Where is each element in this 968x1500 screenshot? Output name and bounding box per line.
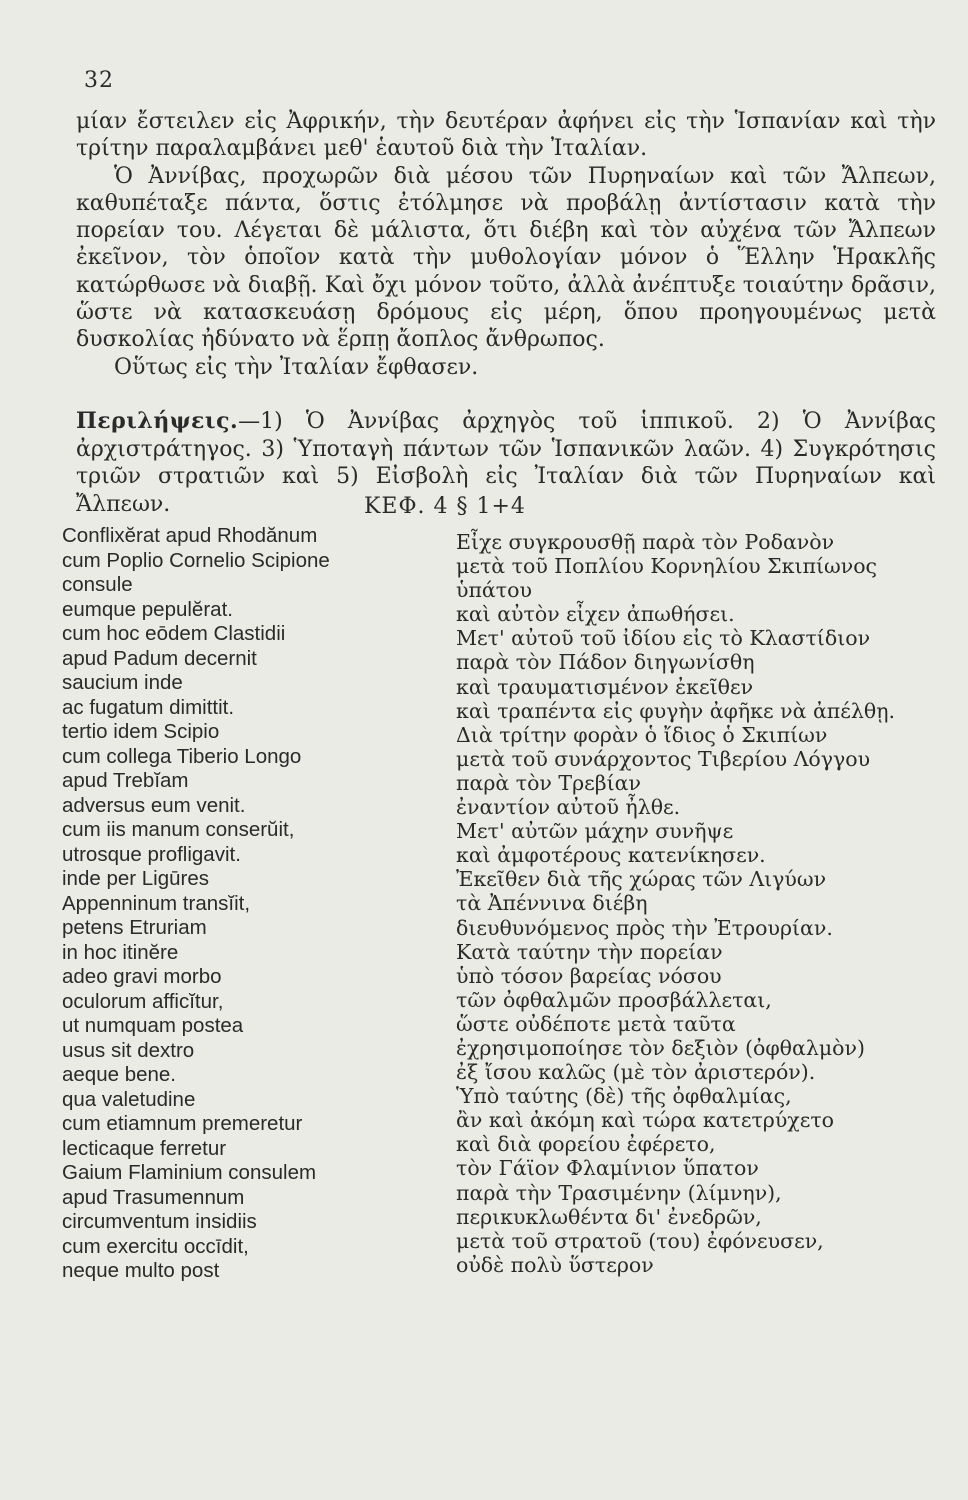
greek-line: καὶ τραπέντα εἰς φυγὴν ἀφῆκε νὰ ἀπέλθῃ. bbox=[456, 698, 896, 723]
greek-line: τὸν Γάϊον Φλαμίνιον ὕπατον bbox=[456, 1156, 759, 1181]
latin-line: petens Etruriam bbox=[62, 916, 207, 939]
latin-line: saucium inde bbox=[62, 671, 183, 694]
latin-line: utrosque profligavit. bbox=[62, 842, 241, 866]
greek-line: ἐναντίον αὐτοῦ ἦλθε. bbox=[456, 795, 681, 820]
latin-line: Appenninum transĭit, bbox=[62, 891, 251, 915]
summary-heading: Περιλήψεις. bbox=[76, 408, 239, 434]
greek-line: Ἐκεῖθεν διὰ τῆς χώρας τῶν Λιγύων bbox=[456, 867, 827, 892]
greek-line: καὶ ἀμφοτέρους κατενίκησεν. bbox=[456, 843, 766, 868]
latin-line: cum exercitu occīdit, bbox=[62, 1234, 249, 1258]
latin-line: apud Trebĭam bbox=[62, 769, 189, 792]
greek-line: Εἶχε συγκρουσθῇ παρὰ τὸν Ροδανὸν bbox=[456, 530, 835, 554]
latin-line: apud Padum decernit bbox=[62, 646, 257, 670]
latin-line: circumventum insidiis bbox=[62, 1210, 257, 1233]
latin-line: cum etiamnum premeretur bbox=[62, 1112, 303, 1135]
greek-line: παρὰ τὴν Τρασιμένην (λίμνην), bbox=[456, 1180, 782, 1205]
latin-line: inde per Ligūres bbox=[62, 867, 210, 890]
latin-line: Gaium Flaminium consulem bbox=[62, 1161, 317, 1184]
latin-line: neque multo post bbox=[62, 1259, 220, 1282]
greek-line: τῶν ὀφθαλμῶν προσβάλλεται, bbox=[456, 987, 772, 1012]
greek-line: Μετ' αὐτοῦ τοῦ ἰδίου εἰς τὸ Κλαστίδιον bbox=[456, 626, 871, 651]
latin-line: adversus eum venit. bbox=[62, 793, 246, 817]
greek-line: ὥστε οὐδέποτε μετὰ ταῦτα bbox=[456, 1011, 736, 1036]
latin-line: eumque pepulĕrat. bbox=[62, 597, 233, 621]
latin-line: cum Poplio Cornelio Scipione bbox=[62, 548, 330, 572]
greek-line: ὑπὸ τόσον βαρείας νόσου bbox=[456, 963, 722, 988]
greek-line: Ὑπὸ ταύτης (δὲ) τῆς ὀφθαλμίας, bbox=[456, 1084, 792, 1109]
greek-line: ἂν καὶ ἀκόμη καὶ τώρα κατετρύχετο bbox=[456, 1108, 835, 1133]
latin-line: apud Trasumennum bbox=[62, 1185, 245, 1209]
greek-line: παρὰ τὸν Τρεβίαν bbox=[456, 770, 641, 795]
intro-text bbox=[76, 108, 936, 381]
latin-line: ac fugatum dimittit. bbox=[62, 695, 235, 719]
greek-line: Κατὰ ταύτην τὴν πορείαν bbox=[456, 939, 723, 964]
greek-line: καὶ αὐτὸν εἶχεν ἀπωθήσει. bbox=[456, 602, 735, 627]
greek-line: τὰ Ἀπέννινα διέβη bbox=[456, 891, 648, 916]
latin-line: aeque bene. bbox=[62, 1063, 177, 1086]
greek-line: μετὰ τοῦ Ποπλίου Κορνηλίου Σκιπίωνος bbox=[456, 554, 878, 579]
intro-paragraph: Ὁ Ἀννίβας, προχωρῶν διὰ μέσου τῶν Πυρηναίων καὶ τῶν Ἄλπεων, καθυπέταξε πάντα, ὅστις ἐτόλμησε νὰ προβάλῃ ἀντίστασιν κατὰ τὴν πορείαν του. Λέγεται δὲ μάλιστα, ὅτι διέβη καὶ τὸν αὐχένα τῶν Ἄλπεων ἐκεῖνον, τὸν ὁποῖον κατὰ τὴν μυθολογίαν μόνον ὁ Ἕλλην Ἡρακλῆς κατώρθωσε νὰ διαβῇ. Καὶ ὄχι μόνον τοῦτο, ἀλλὰ ἀνέπτυξε τοιαύτην δρᾶσιν, ὥστε νὰ κατασκευάσῃ δρόμους εἰς μέρη, ὅπου προηγουμένως μετὰ δυσκολίας ἠδύνατο νὰ ἕρπῃ ἄοπλος ἄνθρωπος. bbox=[76, 163, 936, 353]
greek-line: καὶ διὰ φορείου ἐφέρετο, bbox=[456, 1132, 716, 1157]
latin-line: ut numquam postea bbox=[62, 1014, 244, 1037]
intro-paragraph: Οὕτως εἰς τὴν Ἰταλίαν ἔφθασεν. bbox=[114, 354, 479, 380]
latin-line: in hoc itinĕre bbox=[62, 940, 179, 964]
greek-line: ὑπάτου bbox=[456, 578, 532, 603]
latin-line: lecticaque ferretur bbox=[62, 1136, 227, 1160]
latin-line: tertio idem Scipio bbox=[62, 720, 220, 743]
latin-line: cum hoc eōdem Clastidii bbox=[62, 622, 286, 645]
intro-paragraph: μίαν ἔστειλεν εἰς Ἀφρικήν, τὴν δευτέραν ἀφήνει εἰς τὴν Ἱσπανίαν καὶ τὴν τρίτην παραλαμβάνει μεθ' ἑαυτοῦ διὰ τὴν Ἰταλίαν. bbox=[76, 109, 936, 162]
latin-line: adeo gravi morbo bbox=[62, 965, 222, 988]
greek-column bbox=[456, 530, 936, 1277]
latin-line: Conflixĕrat apud Rhodănum bbox=[62, 524, 318, 547]
greek-line: διευθυνόμενος πρὸς τὴν Ἐτρουρίαν. bbox=[456, 915, 833, 940]
summary-text: —1) Ὁ Ἀννίβας ἀρχηγὸς τοῦ ἱππικοῦ. 2) Ὁ Ἀννίβας ἀρχιστράτηγος. 3) Ὑποταγὴ πάντων τῶν Ἱσπανικῶν λαῶν. 4) Συγκρότησις τριῶν στρατιῶν καὶ 5) Εἰσβολὴ εἰς Ἰταλίαν διὰ τῶν Πυρηναίων καὶ Ἄλπεων. bbox=[76, 409, 936, 517]
greek-line: ἐξ ἴσου καλῶς (μὲ τὸν ἀριστερόν). bbox=[456, 1060, 816, 1085]
greek-line: μετὰ τοῦ συνάρχοντος Τιβερίου Λόγγου bbox=[456, 746, 871, 771]
greek-line: οὐδὲ πολὺ ὕστερον bbox=[456, 1252, 654, 1277]
latin-column bbox=[62, 524, 457, 1284]
greek-line: μετὰ τοῦ στρατοῦ (του) ἐφόνευσεν, bbox=[456, 1228, 824, 1253]
latin-line: cum iis manum conserŭit, bbox=[62, 818, 295, 841]
latin-line: cum collega Tiberio Longo bbox=[62, 744, 302, 768]
latin-line: usus sit dextro bbox=[62, 1038, 195, 1062]
chapter-heading: ΚΕΦ. 4 § 1+4 bbox=[364, 494, 526, 519]
greek-line: παρὰ τὸν Πάδον διηγωνίσθη bbox=[456, 650, 755, 675]
latin-line: consule bbox=[62, 573, 133, 596]
greek-line: περικυκλωθέντα δι' ἐνεδρῶν, bbox=[456, 1204, 762, 1229]
latin-line: qua valetudine bbox=[62, 1087, 196, 1111]
greek-line: ἐχρησιμοποίησε τὸν δεξιὸν (ὀφθαλμὸν) bbox=[456, 1035, 865, 1060]
greek-line: καὶ τραυματισμένον ἐκεῖθεν bbox=[456, 674, 754, 699]
greek-line: Μετ' αὐτῶν μάχην συνῆψε bbox=[456, 819, 734, 844]
latin-line: oculorum afficĭtur, bbox=[62, 989, 224, 1013]
greek-line: Διὰ τρίτην φορὰν ὁ ἴδιος ὁ Σκιπίων bbox=[456, 722, 828, 747]
page-number: 32 bbox=[84, 68, 114, 93]
